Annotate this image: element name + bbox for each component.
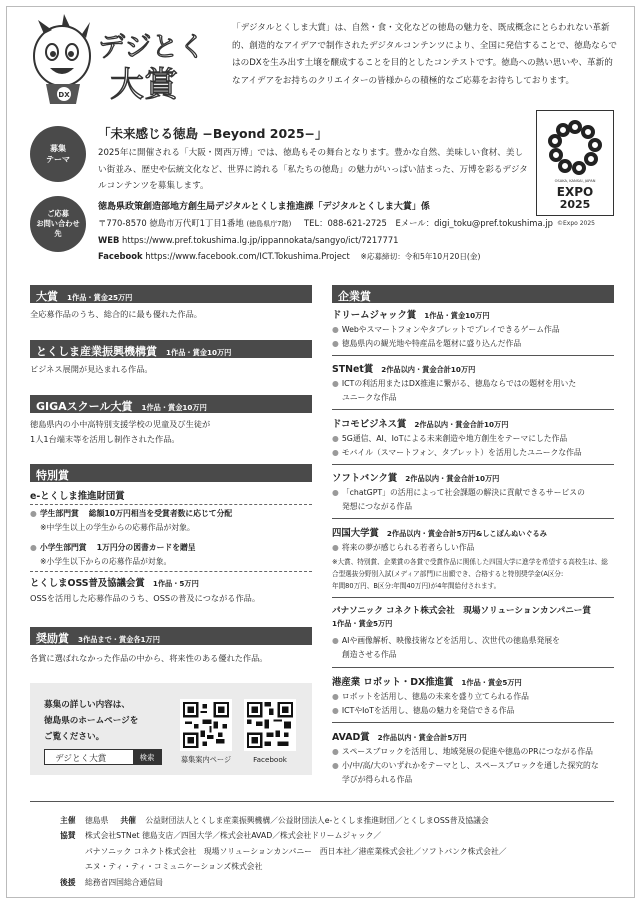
student-prize-note: ※中学生以上の学生からの応募作品が対象。: [40, 523, 195, 533]
docomo-prize-title: [332, 416, 508, 430]
bullet: ●: [332, 339, 339, 349]
encourage-prize-desc: 各賞に選ばれなかった作品の中から、将来性のある優れた作品。: [30, 653, 268, 663]
dream-bullet-1: Webやスマートフォンやタブレットでプレイできるゲーム作品: [341, 325, 560, 334]
docomo-prize-name: ドコモビジネス賞: [332, 419, 407, 430]
bullet: ●: [30, 509, 37, 518]
avad-prize-sub: 2作品以内・賞金合計5万円: [377, 733, 467, 742]
giga-prize-sub: 1作品・賞金10万円: [141, 403, 207, 412]
svg-text:大賞: 大賞: [110, 65, 178, 105]
industry-prize-sub: 1作品・賞金10万円: [166, 348, 232, 357]
special-prize-header: [30, 464, 312, 482]
dream-prize-sub: 1作品・賞金10万円: [424, 311, 490, 320]
stnet-prize-title: [332, 361, 475, 375]
oss-prize-sub: 1作品・5万円: [152, 579, 199, 588]
stnet-bullet-1-cont: ユニークな作品: [342, 393, 397, 403]
oss-prize-desc: OSSを活用した応募作品のうち、OSSの普及につながる作品。: [30, 593, 261, 603]
avad-prize-title: [332, 729, 467, 743]
expo-year: 2025: [559, 198, 591, 211]
dream-prize-name: ドリームジャック賞: [332, 310, 417, 321]
qr-caption-facebook: Facebook: [253, 755, 287, 764]
search-input[interactable]: デジとく大賞: [55, 754, 107, 764]
avad-prize-bullets: [332, 745, 599, 788]
backing-label: 後援: [60, 877, 76, 887]
elementary-prize-label: 小学生部門賞: [39, 543, 87, 552]
host-value: 徳島県: [85, 816, 109, 825]
info-line2: 徳島県のホームページを: [44, 716, 139, 726]
softbank-prize-title: [332, 470, 499, 484]
panasonic-bullet-1-cont: 創造させる作品: [342, 650, 397, 660]
grand-prize-header: [30, 285, 312, 303]
elementary-prize: [30, 541, 196, 569]
industry-prize-desc: ビジネス展開が見込まれる作品。: [30, 364, 153, 374]
industry-prize-title: とくしま産業振興機構賞: [36, 345, 157, 358]
bullet: ●: [332, 325, 339, 334]
stnet-prize-name: STNet賞: [332, 364, 374, 375]
port-bullet-2: ICTやIoTを活用し、徳島の魅力を発信できる作品: [341, 706, 515, 716]
expo-location: OSAKA, KANSAI, JAPAN: [554, 179, 596, 183]
dream-prize-bullets: [332, 323, 560, 351]
divider: [30, 504, 312, 505]
divider: [332, 722, 614, 723]
deadline: ※応募締切：令和5年10月20日(金): [360, 252, 481, 261]
port-prize-sub: 1作品・賞金5万円: [461, 678, 522, 687]
support-line1: 株式会社STNet 徳島支店／四国大学／株式会社AVAD／株式会社ドリームジャック／: [85, 831, 382, 841]
theme-bubble: [30, 126, 86, 182]
encourage-prize-header: [30, 627, 312, 645]
bullet: ●: [332, 379, 339, 388]
softbank-bullet-1: 「chatGPT」の活用によって社会課題の解決に貢献できるサービスの: [341, 488, 585, 497]
softbank-prize-name: ソフトバンク賞: [332, 473, 398, 484]
giga-prize-desc: [30, 417, 210, 447]
docomo-prize-sub: 2作品以内・賞金合計10万円: [414, 420, 509, 429]
theme-bubble-line1: 募集: [50, 144, 66, 153]
contact-email[interactable]: Eメール：digi_toku@pref.tokushima.jp: [395, 218, 553, 228]
docomo-bullet-2: モバイル（スマートフォン、タブレット）を活用したユニークな作品: [341, 448, 582, 458]
divider: [332, 355, 614, 356]
panasonic-bullet-1: AIや画像解析、映像技術などを活用し、次世代の徳島県発展を: [341, 636, 560, 645]
corporate-prize-header: [332, 285, 614, 303]
softbank-bullet-1-cont: 発想につながる作品: [342, 502, 413, 512]
grand-prize-sub: 1作品・賞金25万円: [67, 293, 133, 302]
giga-prize-header: [30, 395, 312, 413]
web-label: WEB: [98, 235, 120, 245]
contact-bubble-line3: 先: [54, 229, 62, 238]
grand-prize-title: 大賞: [36, 290, 58, 303]
qr-code-facebook[interactable]: [244, 699, 296, 751]
qr-code-recruit[interactable]: [180, 699, 232, 751]
oss-prize-name: とくしまOSS普及協議会賞: [30, 578, 145, 589]
contact-address-note: (徳島県庁7階): [246, 220, 292, 228]
elementary-prize-note: ※小学生以下からの応募作品が対象。: [40, 557, 172, 567]
student-prize-label: 学生部門賞: [39, 509, 79, 518]
port-prize-title: [332, 674, 522, 688]
panasonic-prize-sub: 1作品・賞金5万円: [332, 619, 393, 628]
contact-block: [98, 199, 618, 265]
encourage-prize-sub: 3作品まで・賞金各1万円: [78, 635, 160, 644]
giga-desc-line2: 1人1台端末等を活用し制作された作品。: [30, 434, 180, 444]
port-prize-bullets: [332, 690, 529, 718]
bullet: ●: [332, 488, 339, 497]
bullet: ●: [332, 692, 339, 701]
encourage-prize-title: 奨励賞: [36, 632, 69, 645]
sponsors-divider: [30, 801, 614, 802]
bullet: ●: [30, 543, 37, 552]
panasonic-prize-bullets: [332, 634, 560, 662]
shikoku-bullet-1: 将来の夢が感じられる若者らしい作品: [341, 543, 475, 552]
divider: [332, 464, 614, 465]
divider: [332, 518, 614, 519]
expo-name: EXPO: [556, 185, 594, 199]
info-box: [30, 683, 312, 775]
shikoku-note-1: ※大賞、特別賞、企業賞の各賞で受賞作品に関係した四国大学に進学を希望する高校生は、総: [332, 558, 608, 566]
industry-prize-header: [30, 340, 312, 358]
divider: [30, 571, 312, 572]
grand-prize-desc: 全応募作品のうち、総合的に最も優れた作品。: [30, 309, 202, 319]
shikoku-prize-name: 四国大学賞: [332, 528, 379, 539]
shikoku-note: [332, 556, 608, 593]
contact-bubble-line2: お問い合わせ: [36, 219, 80, 228]
shikoku-prize-bullets: [332, 541, 474, 555]
facebook-url-link[interactable]: https://www.facebook.com/ICT.Tokushima.Project: [145, 251, 350, 261]
support-line2: パナソニック コネクト株式会社 現場ソリューションカンパニー 西日本社／港産業株式会社／ソフトバンク株式会社／: [85, 846, 507, 856]
support-label: 協賛: [60, 831, 76, 841]
special-prize-title: 特別賞: [36, 469, 69, 482]
expo-copyright: ©Expo 2025: [557, 220, 595, 227]
avad-bullet-2-cont: 学びが得られる作品: [342, 775, 413, 785]
stnet-prize-sub: 2作品以内・賞金合計10万円: [381, 365, 476, 374]
intro-text: 「デジタルとくしま大賞」は、自然・食・文化などの徳島の魅力を、既成概念にとらわれない革新的、創造的なアイデアで制作されたデジタルコンテンツにより、全国に発信することで、徳島ならではのDXを生み出す土壌を醸成することを目的としたコンテストです。徳島への熱い思いや、革新的なアイデアをお持ちのクリエイターの皆様からの積極的なご応募をお待ちしております。: [232, 23, 618, 86]
giga-prize-title: GIGAスクール大賞: [36, 400, 133, 413]
divider: [332, 667, 614, 668]
student-prize-text: 総額10万円相当を受賞者数に応じて分配: [88, 509, 233, 518]
digitoku-logo: [26, 14, 216, 110]
corporate-prize-title: 企業賞: [338, 290, 371, 303]
avad-prize-name: AVAD賞: [332, 732, 370, 743]
bullet: ●: [332, 636, 339, 645]
divider: [332, 409, 614, 410]
co-host-value: 公益財団法人とくしま産業振興機構／公益財団法人e-とくしま推進財団／とくしまOSS普及協議会: [145, 816, 489, 825]
contact-address: 〒770-8570 徳島市万代町1丁目1番地: [98, 218, 244, 228]
stnet-bullet-1b: DX推進: [408, 379, 436, 388]
elementary-prize-text: 1万円分の図書カードを贈呈: [96, 543, 196, 552]
contact-bubble-line1: ご応募: [47, 209, 69, 218]
avad-bullet-1: スペースブロックを活用し、地域発展の促進や徳島のPRにつながる作品: [341, 747, 593, 756]
stnet-prize-bullets: [332, 377, 576, 405]
shikoku-prize-sub: 2作品以内・賞金合計5万円&しこぽんぬいぐるみ: [386, 529, 547, 538]
co-host-label: 共催: [120, 816, 136, 825]
host-label: 主催: [60, 816, 76, 825]
softbank-prize-sub: 2作品以内・賞金合計10万円: [405, 474, 500, 483]
foundation-prize-name: e-とくしま推進財団賞: [30, 491, 125, 502]
search-box[interactable]: [44, 749, 162, 765]
softbank-prize-bullets: [332, 486, 585, 514]
giga-desc-line1: 徳島県内の小中高特別支援学校の児童及び生徒が: [30, 419, 211, 429]
bullet: ●: [332, 434, 339, 443]
shikoku-note-2: 合型選抜分野別入試(メディア部門)に出願でき、合格すると特別奨学金(A区分:: [332, 570, 564, 579]
search-button[interactable]: 検索: [133, 750, 161, 764]
theme-body: 2025年に開催される「大阪・関西万博」では、徳島もその舞台となります。豊かな自然、美味しい食材、美しい街並み、歴史や伝統文化など、世界に誇れる「私たちの徳島」の魅力がいっぱい詰まった、万博を彩るデジタルコンテンツを募集します。: [98, 148, 528, 192]
bullet: ●: [332, 706, 339, 716]
avad-bullet-2: 小/中/高/大のいずれかをテーマとし、スペースブロックを通した探究的な: [341, 761, 599, 771]
shikoku-prize-title: [332, 525, 547, 539]
bullet: ●: [332, 543, 339, 552]
oss-prize-title: [30, 575, 199, 589]
bullet: ●: [332, 747, 339, 756]
shikoku-note-3: 年間80万円、B区分:年間40万円)が4年間給付されます。: [332, 582, 501, 591]
docomo-prize-bullets: [332, 432, 582, 460]
theme-bubble-line2: テーマ: [46, 155, 70, 164]
stnet-bullet-1c: に繋がる、徳島ならではの題材を用いた: [435, 379, 577, 388]
contact-tel: TEL：088-621-2725: [304, 218, 387, 228]
port-prize-name: 港産業 ロボット・DX推進賞: [332, 677, 454, 688]
facebook-label: Facebook: [98, 251, 143, 261]
svg-text:デジとく: デジとく: [98, 32, 206, 63]
qr-caption-recruit: 募集案内ページ: [180, 755, 232, 764]
web-url-link[interactable]: https://www.pref.tokushima.lg.jp/ippannokata/sangyo/ict/7217771: [122, 235, 399, 245]
svg-text:DX: DX: [58, 91, 70, 99]
support-line3: エヌ・ティ・ティ・コミュニケーションズ株式会社: [85, 862, 263, 872]
contact-org: 徳島県政策創造部地方創生局デジタルとくしま推進課「デジタルとくしま大賞」係: [98, 202, 430, 212]
stnet-bullet-1a: ICTの利活用または: [341, 379, 409, 388]
student-prize: [30, 507, 232, 535]
panasonic-prize-name: パナソニック コネクト株式会社 現場ソリューションカンパニー賞: [332, 606, 591, 616]
info-line3: ご覧ください。: [44, 732, 105, 742]
sponsors-block: [60, 813, 507, 890]
theme-title: 「未来感じる徳島 −Beyond 2025−」: [98, 126, 328, 141]
docomo-bullet-1: 5G通信、AI、IoTによる未来創造や地方創生をテーマにした作品: [341, 434, 568, 443]
backing-value: 総務省四国総合通信局: [85, 877, 163, 887]
info-line1: 募集の詳しい内容は、: [44, 700, 130, 710]
dream-prize-title: [332, 307, 490, 321]
bullet: ●: [332, 761, 339, 771]
bullet: ●: [332, 448, 339, 458]
contact-bubble: [30, 196, 86, 252]
divider: [332, 597, 614, 598]
port-bullet-1: ロボットを活用し、徳島の未来を盛り立てられる作品: [341, 692, 529, 701]
dream-bullet-2: 徳島県内の観光地や特産品を題材に盛り込んだ作品: [341, 339, 522, 349]
info-text: [44, 697, 138, 745]
